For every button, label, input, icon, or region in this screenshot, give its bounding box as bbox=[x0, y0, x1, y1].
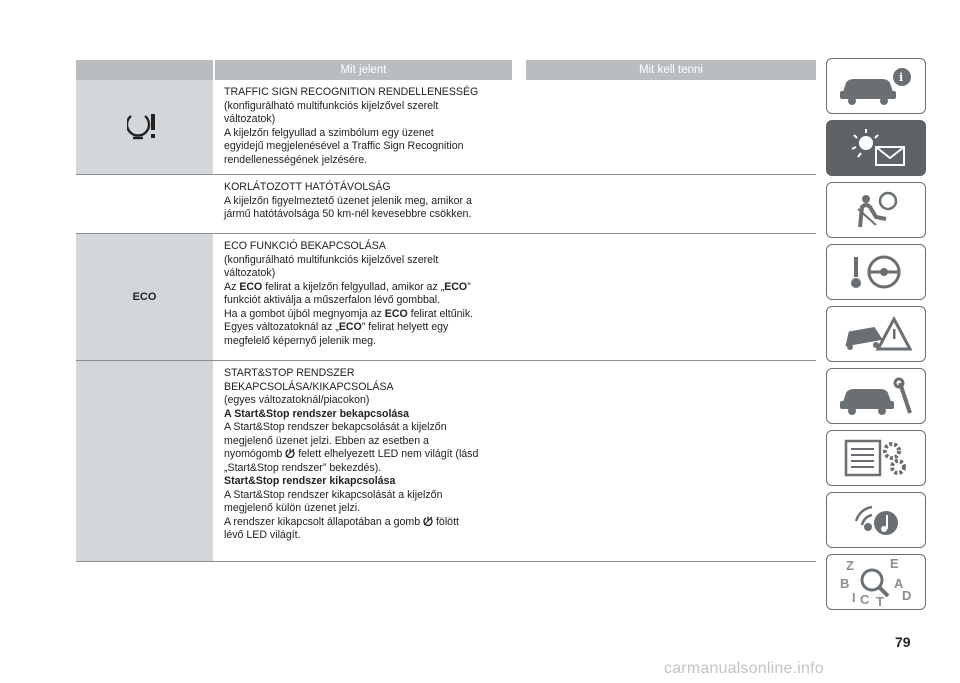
text-line: megjelenő külön üzenet jelzi. bbox=[224, 502, 361, 514]
subheading: A Start&Stop rendszer bekapcsolása bbox=[224, 407, 410, 420]
steering-wheel-key-icon bbox=[836, 251, 916, 293]
eco-word: ECO bbox=[338, 321, 362, 333]
text-line: A kijelzőn felgyullad a szimbólum egy üzenet bbox=[224, 126, 434, 139]
multimedia-music-icon bbox=[836, 499, 916, 541]
tab-index[interactable] bbox=[826, 554, 926, 610]
text-line: változatok) bbox=[224, 267, 276, 279]
icon-cell bbox=[76, 234, 213, 360]
text-line: funkciót aktiválja a műszerfalon lévő gombbal. bbox=[224, 294, 441, 306]
row-title: TRAFFIC SIGN RECOGNITION RENDELLENESSÉG bbox=[224, 86, 479, 98]
text-line: változatok) bbox=[224, 113, 276, 125]
text-line: megfelelő képernyő jelenik meg. bbox=[224, 334, 376, 347]
text-span: nyomógomb bbox=[224, 448, 286, 460]
text-line bbox=[224, 308, 514, 322]
index-letter: A bbox=[894, 576, 904, 591]
text-span: ” felirat helyett egy bbox=[361, 321, 449, 333]
text-line: rendellenességének jelzésére. bbox=[224, 153, 368, 166]
warning-light-message-icon bbox=[836, 127, 916, 169]
table-header bbox=[76, 60, 816, 80]
start-stop-icon bbox=[423, 516, 433, 526]
index-letter: I bbox=[852, 590, 856, 605]
tab-safety[interactable] bbox=[826, 182, 926, 238]
text-line: (konfigurálható multifunkciós kijelzővel szerelt bbox=[224, 253, 439, 266]
action-cell bbox=[520, 361, 816, 561]
text-line bbox=[224, 281, 514, 295]
text-span: felett elhelyezett LED nem világít (lásd bbox=[295, 448, 479, 460]
tab-starting-driving[interactable] bbox=[826, 244, 926, 300]
text-line: A kijelzőn figyelmeztető üzenet jelenik meg, amikor a bbox=[224, 194, 472, 207]
row-text bbox=[213, 175, 520, 233]
header-icon-column bbox=[76, 60, 213, 80]
svg-text:i: i bbox=[899, 71, 904, 84]
text-line bbox=[224, 448, 514, 462]
breakdown-warning-triangle-icon bbox=[836, 313, 916, 355]
text-line: A Start&Stop rendszer bekapcsolását a kijelzőn bbox=[224, 421, 447, 433]
tab-car-info[interactable] bbox=[826, 58, 926, 114]
chapter-sidebar bbox=[826, 58, 928, 616]
text-line: jármű hatótávolsága 50 km-nél kevesebbre csökken. bbox=[224, 208, 472, 220]
icon-cell bbox=[76, 80, 213, 174]
icon-cell bbox=[76, 175, 213, 233]
text-line: „Start&Stop rendszer” bekezdés). bbox=[224, 461, 382, 474]
text-span: ” bbox=[467, 280, 471, 293]
tab-emergency[interactable] bbox=[826, 306, 926, 362]
text-line: (egyes változatoknál/piacokon) bbox=[224, 394, 370, 406]
text-span: Az bbox=[224, 280, 240, 293]
text-span: felirat eltűnik. bbox=[407, 307, 474, 320]
row-text bbox=[213, 234, 520, 360]
index-letter: D bbox=[902, 588, 912, 603]
text-span: Ha a gombot újból megnyomja az bbox=[224, 307, 385, 320]
text-line bbox=[224, 321, 514, 335]
action-cell bbox=[520, 80, 816, 174]
eco-word: ECO bbox=[239, 280, 263, 293]
technical-data-gears-icon bbox=[836, 437, 916, 479]
text-line: megjelenő üzenet jelzi. Ebben az esetben a bbox=[224, 434, 429, 447]
row-title: START&STOP RENDSZER bbox=[224, 367, 355, 379]
start-stop-icon bbox=[285, 448, 295, 458]
index-letter: B bbox=[840, 576, 850, 591]
watermark: carmanualsonline.info bbox=[664, 660, 824, 677]
car-maintenance-wrench-icon bbox=[836, 375, 916, 417]
text-line bbox=[224, 516, 514, 530]
eco-indicator: ECO bbox=[132, 291, 157, 303]
header-action: Mit kell tenni bbox=[526, 60, 816, 80]
eco-word: ECO bbox=[384, 307, 408, 320]
car-info-icon bbox=[836, 65, 916, 107]
text-line: lévő LED világít. bbox=[224, 529, 301, 541]
icon-cell bbox=[76, 361, 213, 561]
index-letter: C bbox=[860, 592, 870, 607]
action-cell bbox=[520, 175, 816, 233]
index-letter: T bbox=[876, 594, 884, 608]
tab-technical-data[interactable] bbox=[826, 430, 926, 486]
table-row bbox=[76, 175, 816, 234]
text-line: A Start&Stop rendszer kikapcsolását a kijelzőn bbox=[224, 488, 443, 501]
text-span: fölött bbox=[433, 515, 459, 528]
header-meaning: Mit jelent bbox=[215, 60, 512, 80]
table-row bbox=[76, 361, 816, 562]
text-span: A rendszer kikapcsolt állapotában a gomb bbox=[224, 515, 424, 528]
text-line: (konfigurálható multifunkciós kijelzővel szerelt bbox=[224, 99, 439, 112]
eco-word: ECO bbox=[444, 280, 468, 293]
page-number: 79 bbox=[895, 634, 911, 650]
text-span: Egyes változatoknál az „ bbox=[224, 321, 339, 333]
tab-multimedia[interactable] bbox=[826, 492, 926, 548]
row-text bbox=[213, 80, 520, 174]
airbag-seatbelt-icon bbox=[836, 189, 916, 231]
subheading: Start&Stop rendszer kikapcsolása bbox=[224, 475, 396, 487]
text-line: egyidejű megjelenésével a Traffic Sign Recognition bbox=[224, 140, 464, 152]
tab-warning-lights[interactable] bbox=[826, 120, 926, 176]
table-row bbox=[76, 234, 816, 361]
index-letter: E bbox=[890, 556, 899, 571]
tab-maintenance[interactable] bbox=[826, 368, 926, 424]
row-title: KORLÁTOZOTT HATÓTÁVOLSÁG bbox=[224, 181, 391, 193]
row-title: ECO FUNKCIÓ BEKAPCSOLÁSA bbox=[224, 240, 386, 252]
warning-table bbox=[76, 60, 816, 562]
alphabetical-index-icon bbox=[836, 556, 916, 608]
text-span: felirat a kijelzőn felgyullad, amikor az „ bbox=[262, 280, 445, 293]
table-row bbox=[76, 80, 816, 175]
row-title: BEKAPCSOLÁSA/KIKAPCSOLÁSA bbox=[224, 380, 394, 393]
action-cell bbox=[520, 234, 816, 360]
row-text bbox=[213, 361, 520, 561]
speed-limit-warning-icon bbox=[127, 112, 163, 142]
index-letter: Z bbox=[846, 558, 854, 573]
